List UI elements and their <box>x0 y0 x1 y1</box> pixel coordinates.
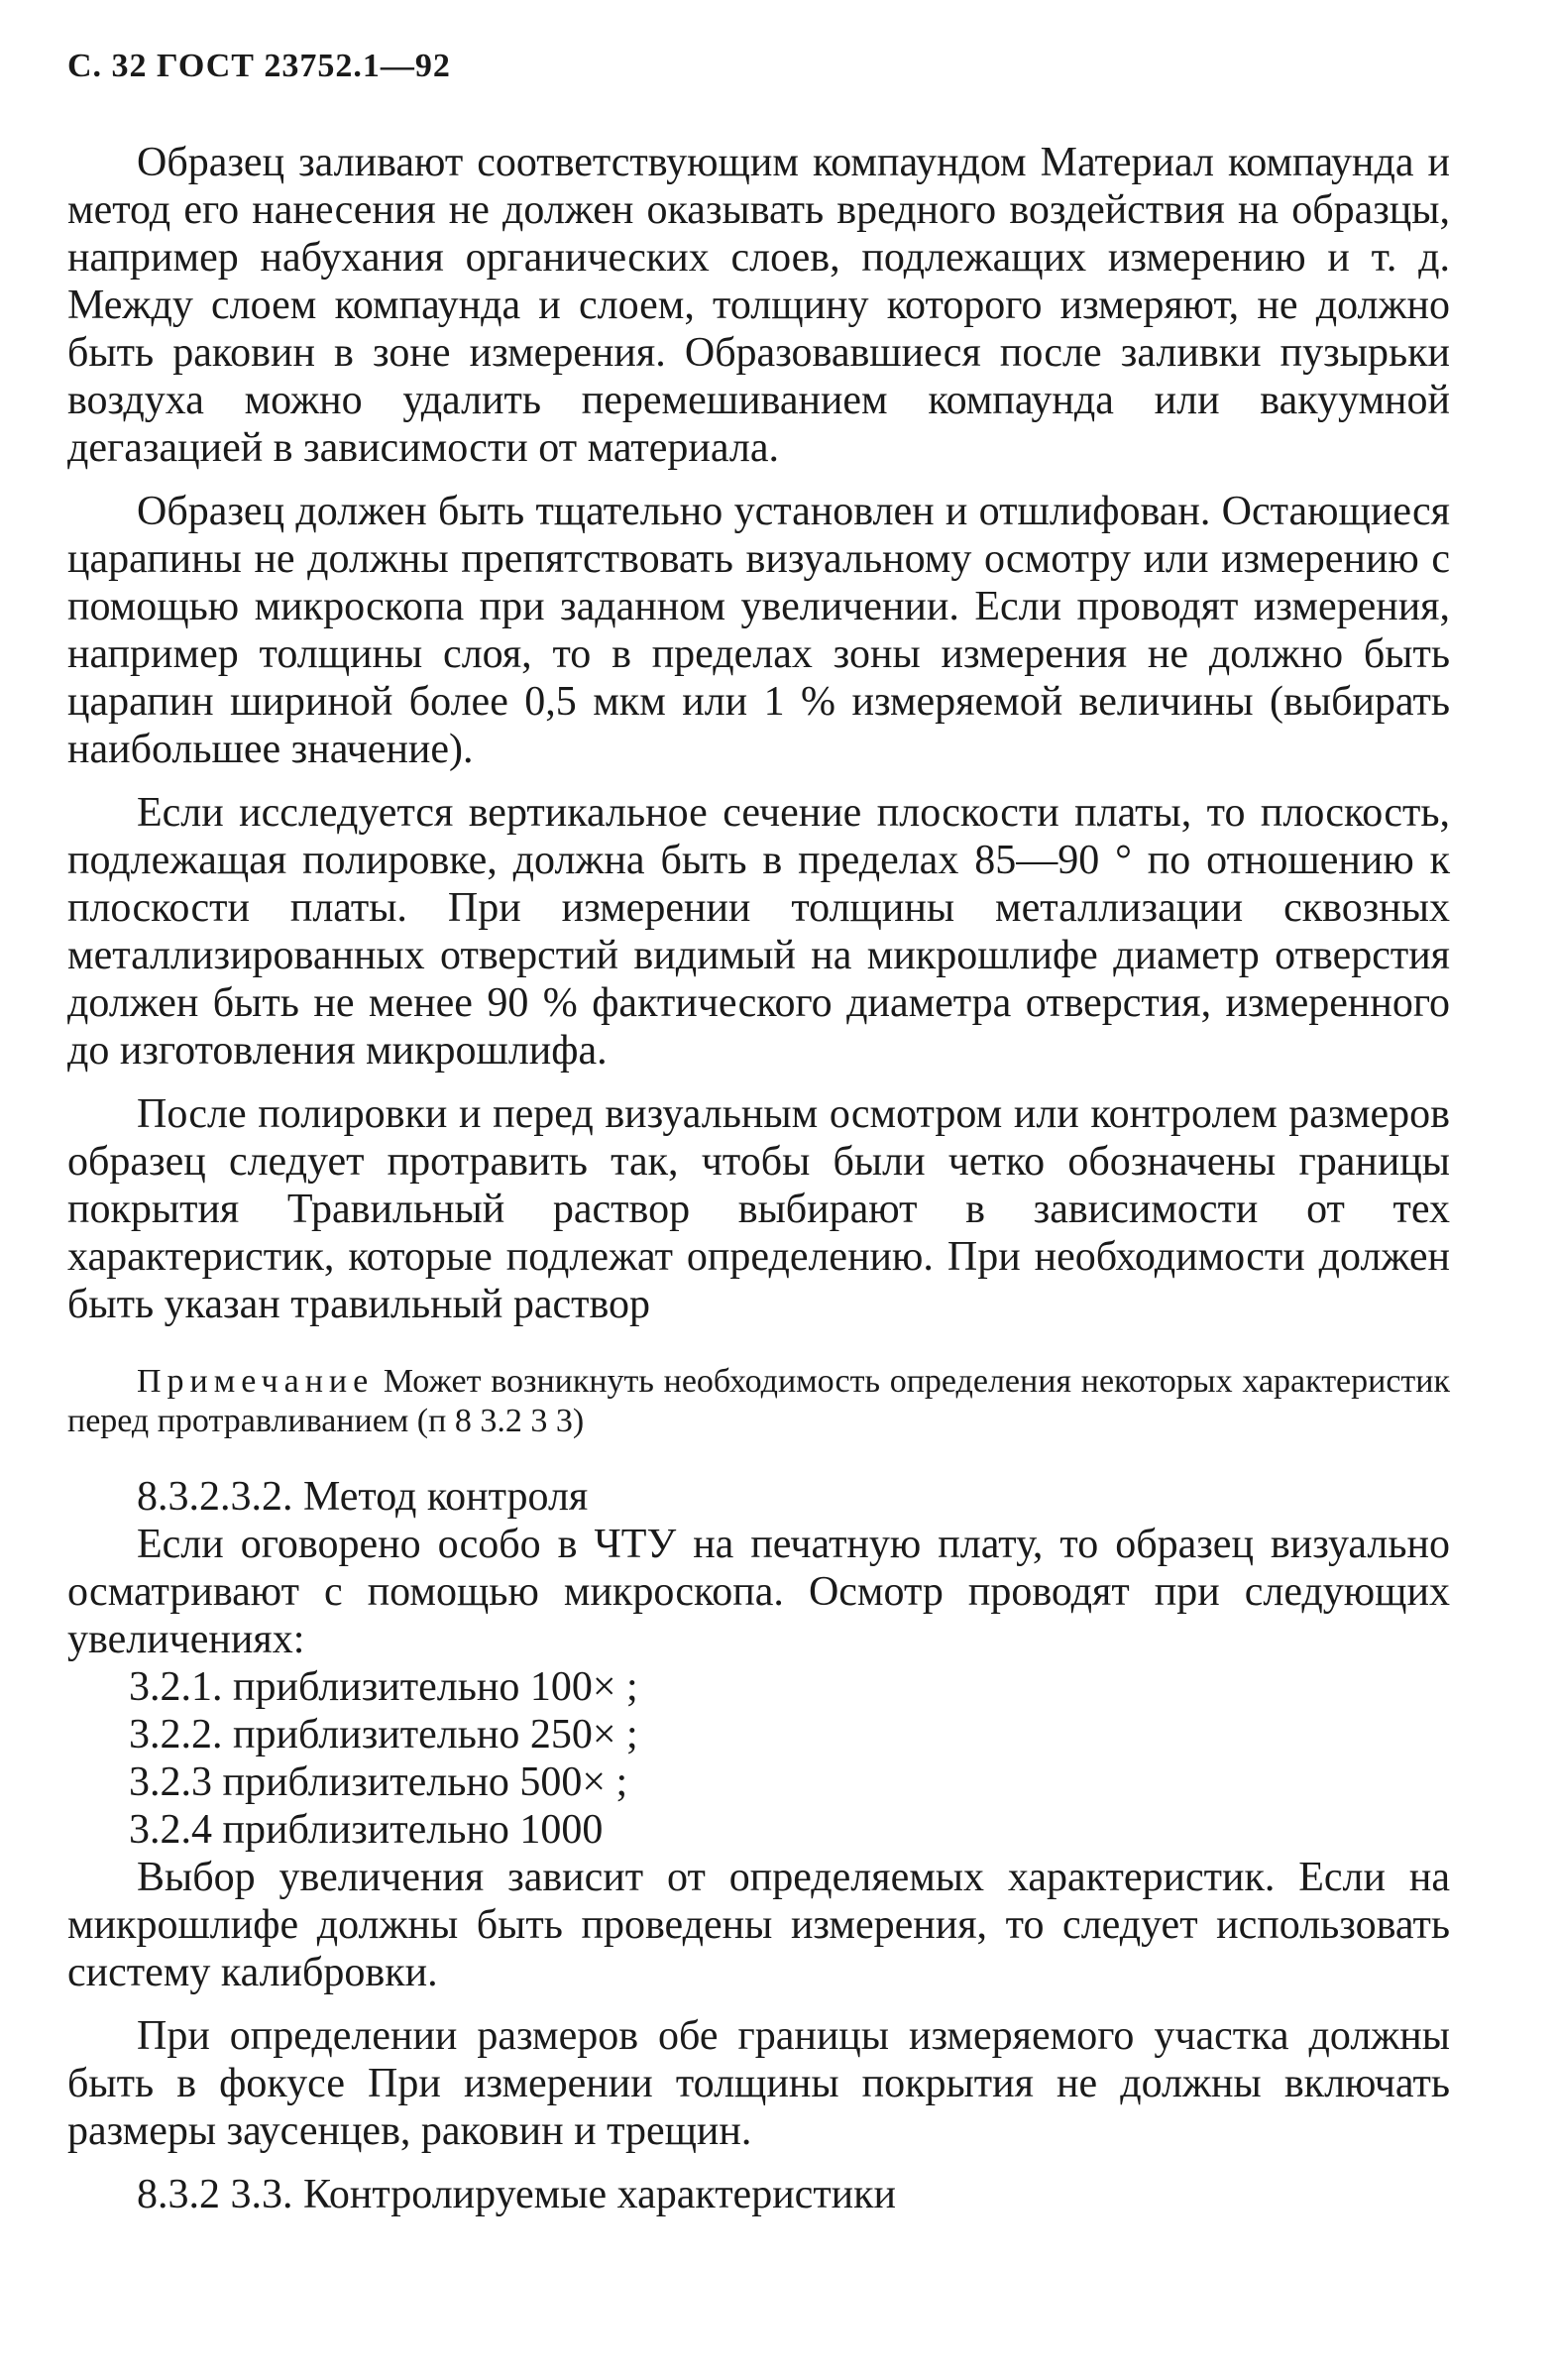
section-title-inspection-method: 8.3.2.3.2. Метод контроля <box>137 1474 589 1520</box>
note <box>67 1362 1450 1441</box>
list-item: 3.2.4 приблизительно 1000 <box>129 1807 604 1853</box>
paragraph-inspection-intro: Если оговорено особо в ЧТУ на печатную плату, то образец визуально осматривают с помощью микроскопа. Осмотр проводят при следующих увеличениях: <box>67 1522 1450 1662</box>
note-text: Может возникнуть необходимость определения некоторых характеристик перед протравливанием (п 8 3.2 3 3) <box>67 1363 1450 1439</box>
paragraph-compound: Образец заливают соответствующим компаундом Материал компаунда и метод его нанесения не должен оказывать вредного воздействия на образцы, например набухания органических слоев, подлежащих измерению и т. д. Между слоем компаунда и слоем, толщину которого измеряют, не должно быть раковин в зоне измерения. Образовавшиеся после заливки пузырьки воздуха можно удалить перемешиванием компаунда или вакуумной дегазацией в зависимости от материала. <box>67 140 1450 471</box>
list-item: 3.2.1. приблизительно 100× ; <box>129 1664 638 1710</box>
page-header: С. 32 ГОСТ 23752.1—92 <box>67 48 451 84</box>
note-label: Примечание <box>137 1363 375 1400</box>
paragraph-etching: После полировки и перед визуальным осмотром или контролем размеров образец следует протравить так, чтобы были четко обозначены границы покрытия Травильный раствор выбирают в зависимости от тех характеристик, которые подлежат определению. При необходимости должен быть указан травильный раствор <box>67 1091 1450 1327</box>
paragraph-polishing: Образец должен быть тщательно установлен и отшлифован. Остающиеся царапины не должны препятствовать визуальному осмотру или измерению с помощью микроскопа при заданном увеличении. Если проводят измерения, например толщины слоя, то в пределах зоны измерения не должно быть царапин шириной более 0,5 мкм или 1 % измеряемой величины (выбирать наибольшее значение). <box>67 489 1450 772</box>
paragraph-vertical-section: Если исследуется вертикальное сечение плоскости платы, то плоскость, подлежащая полировке, должна быть в пределах 85—90 ° по отношению к плоскости платы. При измерении толщины металлизации сквозных металлизированных отверстий видимый на микрошлифе диаметр отверстия должен быть не менее 90 % фактического диаметра отверстия, измеренного до изготовления микрошлифа. <box>67 790 1450 1074</box>
paragraph-magnification-choice: Выбор увеличения зависит от определяемых характеристик. Если на микрошлифе должны быть проведены измерения, то следует использовать систему калибровки. <box>67 1855 1450 1995</box>
document-page <box>67 50 1450 2218</box>
magnification-list <box>67 1663 1450 1854</box>
paragraph-focus-bounds: При определении размеров обе границы измеряемого участка должны быть в фокусе При измерении толщины покрытия не должны включать размеры заусенцев, раковин и трещин. <box>67 2013 1450 2154</box>
list-item: 3.2.2. приблизительно 250× ; <box>129 1712 638 1757</box>
section-title-controlled-characteristics: 8.3.2 3.3. Контролируемые характеристики <box>137 2172 897 2217</box>
list-item: 3.2.3 приблизительно 500× ; <box>129 1759 628 1805</box>
